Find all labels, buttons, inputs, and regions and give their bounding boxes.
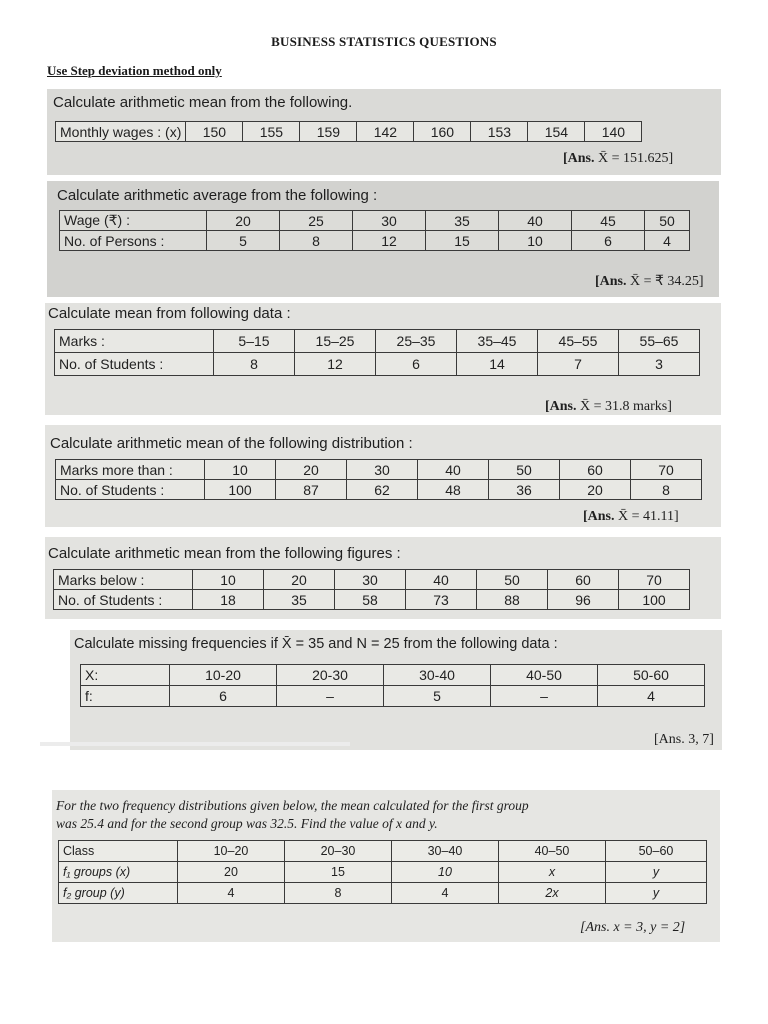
table-cell: 62 (347, 480, 418, 500)
table-cell: 150 (186, 122, 243, 142)
question-4-photo (45, 425, 721, 527)
row-label: Marks : (55, 330, 214, 353)
table-cell: 70 (631, 460, 702, 480)
question-6-photo (70, 630, 722, 750)
row-label: Monthly wages : (x) (56, 122, 186, 142)
table-cell: 15 (426, 231, 499, 251)
table-cell: 60 (560, 460, 631, 480)
row-label: No. of Students : (55, 353, 214, 376)
question-6-table (80, 664, 705, 707)
question-5-photo (45, 537, 721, 619)
table-cell: 2x (499, 883, 606, 904)
document-title: BUSINESS STATISTICS QUESTIONS (271, 34, 497, 49)
table-cell: 50 (645, 211, 690, 231)
table-cell: 40 (418, 460, 489, 480)
table-cell: 88 (477, 590, 548, 610)
table-cell: 10 (205, 460, 276, 480)
table-cell: 73 (406, 590, 477, 610)
row-label: No. of Students : (54, 590, 193, 610)
table-header-cell: 10–20 (178, 841, 285, 862)
question-3-table (54, 329, 700, 376)
table-cell: 12 (353, 231, 426, 251)
table-cell: 20 (264, 570, 335, 590)
table-cell: 20 (560, 480, 631, 500)
instruction: Use Step deviation method only (47, 63, 222, 78)
table-cell: 15 (285, 862, 392, 883)
table-cell: 4 (392, 883, 499, 904)
question-7-table (58, 840, 707, 904)
table-cell: 142 (357, 122, 414, 142)
table-cell: 87 (276, 480, 347, 500)
table-cell: 5–15 (214, 330, 295, 353)
table-cell: 153 (471, 122, 528, 142)
table-cell: 12 (295, 353, 376, 376)
row-label: Wage (₹) : (60, 211, 207, 231)
table-cell: 25–35 (376, 330, 457, 353)
table-cell: y (606, 883, 707, 904)
row-label: f: (81, 686, 170, 707)
row-label: Marks more than : (56, 460, 205, 480)
table-cell: 155 (243, 122, 300, 142)
row-label: X: (81, 665, 170, 686)
question-7-answer: [Ans. x = 3, y = 2] (580, 920, 686, 935)
table-cell: 35–45 (457, 330, 538, 353)
question-2-photo (47, 181, 719, 297)
table-cell: 10 (392, 862, 499, 883)
table-cell: 15–25 (295, 330, 376, 353)
table-cell: 100 (205, 480, 276, 500)
table-cell: y (606, 862, 707, 883)
table-cell: 30-40 (384, 665, 491, 686)
table-cell: 30 (335, 570, 406, 590)
table-cell: 20-30 (277, 665, 384, 686)
table-cell: 50 (489, 460, 560, 480)
table-cell: 20 (276, 460, 347, 480)
table-cell: 5 (384, 686, 491, 707)
question-5-table (53, 569, 690, 610)
table-cell: 35 (426, 211, 499, 231)
table-cell: 96 (548, 590, 619, 610)
table-cell: 8 (214, 353, 295, 376)
question-3-prompt: Calculate mean from following data : (48, 305, 291, 322)
table-cell: 70 (619, 570, 690, 590)
question-7-prompt-line-2: was 25.4 and for the second group was 32.5. Find the value of x and y. (56, 816, 438, 831)
row-label: Marks below : (54, 570, 193, 590)
table-cell: 7 (538, 353, 619, 376)
table-cell: 25 (280, 211, 353, 231)
table-cell: 20 (178, 862, 285, 883)
scan-smudge (40, 742, 350, 746)
table-cell: 35 (264, 590, 335, 610)
question-2-prompt: Calculate arithmetic average from the following : (57, 187, 378, 204)
table-cell: 45–55 (538, 330, 619, 353)
table-cell: 4 (645, 231, 690, 251)
table-cell: 40 (406, 570, 477, 590)
question-1-table (55, 121, 642, 142)
table-cell: 45 (572, 211, 645, 231)
table-cell: 55–65 (619, 330, 700, 353)
table-cell: 6 (376, 353, 457, 376)
table-cell: 100 (619, 590, 690, 610)
question-4-table (55, 459, 702, 500)
table-cell: 40 (499, 211, 572, 231)
table-cell: 50-60 (598, 665, 705, 686)
question-3-photo (45, 303, 721, 415)
table-cell: 140 (585, 122, 642, 142)
table-cell: 8 (280, 231, 353, 251)
table-cell: 6 (170, 686, 277, 707)
table-cell: 160 (414, 122, 471, 142)
question-6-prompt: Calculate missing frequencies if X̄ = 35 and N = 25 from the following data : (74, 636, 558, 652)
table-cell: 50 (477, 570, 548, 590)
question-1-answer: [Ans. X̄ = 151.625] (563, 151, 674, 166)
question-5-prompt: Calculate arithmetic mean from the following figures : (48, 545, 401, 562)
row-label: No. of Students : (56, 480, 205, 500)
table-cell: 60 (548, 570, 619, 590)
table-cell: 30 (347, 460, 418, 480)
row-label: f₁ groups (x) (59, 862, 178, 883)
question-4-prompt: Calculate arithmetic mean of the following distribution : (50, 435, 413, 452)
table-cell: – (491, 686, 598, 707)
table-header-cell: 40–50 (499, 841, 606, 862)
question-1-photo (47, 89, 721, 175)
table-cell: 40-50 (491, 665, 598, 686)
table-cell: 10 (499, 231, 572, 251)
table-cell: 4 (598, 686, 705, 707)
question-6-answer: [Ans. 3, 7] (654, 732, 714, 747)
table-cell: 154 (528, 122, 585, 142)
table-cell: 20 (207, 211, 280, 231)
table-cell: 8 (285, 883, 392, 904)
table-cell: 14 (457, 353, 538, 376)
table-cell: – (277, 686, 384, 707)
table-cell: 4 (178, 883, 285, 904)
table-cell: 3 (619, 353, 700, 376)
table-header-cell: 20–30 (285, 841, 392, 862)
question-2-table (59, 210, 690, 251)
table-cell: 10-20 (170, 665, 277, 686)
table-cell: 58 (335, 590, 406, 610)
table-header-cell: 30–40 (392, 841, 499, 862)
question-7-prompt-line-1: For the two frequency distributions given below, the mean calculated for the first group (56, 798, 529, 813)
table-cell: 159 (300, 122, 357, 142)
table-cell: 18 (193, 590, 264, 610)
table-cell: 10 (193, 570, 264, 590)
row-label: No. of Persons : (60, 231, 207, 251)
question-1-prompt: Calculate arithmetic mean from the following. (53, 94, 353, 111)
table-cell: 36 (489, 480, 560, 500)
row-label: f₂ group (y) (59, 883, 178, 904)
table-cell: 6 (572, 231, 645, 251)
question-2-answer: [Ans. X̄ = ₹ 34.25] (595, 274, 704, 289)
table-cell: 8 (631, 480, 702, 500)
table-cell: 30 (353, 211, 426, 231)
question-7-photo (52, 790, 720, 942)
table-header-label: Class (59, 841, 178, 862)
table-cell: 48 (418, 480, 489, 500)
question-4-answer: [Ans. X̄ = 41.11] (583, 509, 679, 524)
question-3-answer: [Ans. X̄ = 31.8 marks] (545, 399, 672, 414)
table-header-cell: 50–60 (606, 841, 707, 862)
table-cell: 5 (207, 231, 280, 251)
table-cell: x (499, 862, 606, 883)
